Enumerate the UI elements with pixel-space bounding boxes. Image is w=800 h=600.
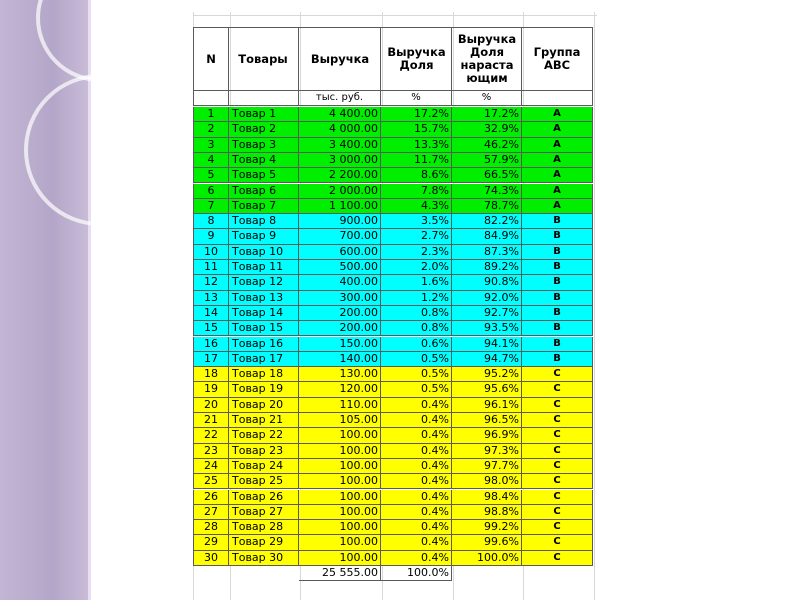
abc-group-value: B	[522, 321, 593, 336]
revenue-value: 2 000.00	[299, 184, 381, 199]
share-value: 2.0%	[381, 260, 452, 275]
share-value: 0.4%	[381, 505, 452, 520]
cumulative-share-value: 98.0%	[452, 474, 522, 489]
row-number: 2	[193, 122, 229, 137]
product-name: Товар 25	[229, 474, 299, 489]
revenue-value: 200.00	[299, 321, 381, 336]
abc-group-value: B	[522, 306, 593, 321]
revenue-value: 130.00	[299, 367, 381, 382]
product-name: Товар 26	[229, 490, 299, 505]
row-number: 7	[193, 199, 229, 214]
abc-group-value: C	[522, 505, 593, 520]
product-name: Товар 2	[229, 122, 299, 137]
cumulative-share-value: 32.9%	[452, 122, 522, 137]
row-number: 26	[193, 490, 229, 505]
units-revenue: тыс. руб.	[299, 91, 381, 106]
share-value: 15.7%	[381, 122, 452, 137]
share-value: 0.6%	[381, 337, 452, 352]
cumulative-share-value: 99.6%	[452, 535, 522, 550]
revenue-value: 100.00	[299, 551, 381, 566]
product-name: Товар 17	[229, 352, 299, 367]
product-name: Товар 24	[229, 459, 299, 474]
product-name: Товар 8	[229, 214, 299, 229]
cumulative-share-value: 95.2%	[452, 367, 522, 382]
cumulative-share-value: 89.2%	[452, 260, 522, 275]
table-row	[193, 275, 593, 290]
units-group	[522, 91, 593, 106]
abc-group-value: A	[522, 138, 593, 153]
abc-group-value: B	[522, 229, 593, 244]
revenue-value: 100.00	[299, 490, 381, 505]
row-number: 23	[193, 444, 229, 459]
abc-group-value: C	[522, 551, 593, 566]
revenue-value: 600.00	[299, 245, 381, 260]
revenue-value: 140.00	[299, 352, 381, 367]
cumulative-share-value: 66.5%	[452, 168, 522, 183]
revenue-value: 200.00	[299, 306, 381, 321]
cumulative-share-value: 96.5%	[452, 413, 522, 428]
cumulative-share-value: 87.3%	[452, 245, 522, 260]
table-row	[193, 229, 593, 244]
table-row	[193, 306, 593, 321]
cumulative-share-value: 74.3%	[452, 184, 522, 199]
row-number: 29	[193, 535, 229, 550]
revenue-value: 2 200.00	[299, 168, 381, 183]
table-row	[193, 260, 593, 275]
product-name: Товар 23	[229, 444, 299, 459]
share-value: 0.5%	[381, 352, 452, 367]
share-value: 0.5%	[381, 367, 452, 382]
header-revenue: Выручка	[299, 27, 381, 91]
units-share: %	[381, 91, 452, 106]
revenue-value: 100.00	[299, 520, 381, 535]
product-name: Товар 27	[229, 505, 299, 520]
cumulative-share-value: 57.9%	[452, 153, 522, 168]
share-value: 2.3%	[381, 245, 452, 260]
abc-group-value: C	[522, 382, 593, 397]
table-units-row	[193, 91, 593, 106]
abc-group-value: B	[522, 275, 593, 290]
product-name: Товар 16	[229, 337, 299, 352]
cumulative-share-value: 78.7%	[452, 199, 522, 214]
share-value: 2.7%	[381, 229, 452, 244]
cumulative-share-value: 17.2%	[452, 107, 522, 122]
share-value: 8.6%	[381, 168, 452, 183]
row-number: 28	[193, 520, 229, 535]
row-number: 6	[193, 184, 229, 199]
row-number: 12	[193, 275, 229, 290]
header-products: Товары	[229, 27, 299, 91]
product-name: Товар 1	[229, 107, 299, 122]
revenue-value: 1 100.00	[299, 199, 381, 214]
product-name: Товар 30	[229, 551, 299, 566]
total-revenue: 25 555.00	[299, 566, 381, 581]
share-value: 0.4%	[381, 474, 452, 489]
abc-group-value: B	[522, 291, 593, 306]
total-empty-name	[229, 566, 299, 581]
units-n	[193, 91, 229, 106]
row-number: 17	[193, 352, 229, 367]
row-number: 18	[193, 367, 229, 382]
row-number: 27	[193, 505, 229, 520]
share-value: 0.4%	[381, 413, 452, 428]
revenue-value: 100.00	[299, 459, 381, 474]
abc-group-value: B	[522, 245, 593, 260]
product-name: Товар 22	[229, 428, 299, 443]
share-value: 1.6%	[381, 275, 452, 290]
cumulative-share-value: 90.8%	[452, 275, 522, 290]
abc-group-value: C	[522, 474, 593, 489]
total-share: 100.0%	[381, 566, 452, 581]
row-number: 22	[193, 428, 229, 443]
abc-group-value: B	[522, 214, 593, 229]
cumulative-share-value: 84.9%	[452, 229, 522, 244]
revenue-value: 100.00	[299, 535, 381, 550]
revenue-value: 3 400.00	[299, 138, 381, 153]
abc-group-value: C	[522, 367, 593, 382]
share-value: 7.8%	[381, 184, 452, 199]
product-name: Товар 15	[229, 321, 299, 336]
row-number: 20	[193, 398, 229, 413]
revenue-value: 100.00	[299, 428, 381, 443]
share-value: 17.2%	[381, 107, 452, 122]
cumulative-share-value: 46.2%	[452, 138, 522, 153]
cumulative-share-value: 100.0%	[452, 551, 522, 566]
cumulative-share-value: 92.0%	[452, 291, 522, 306]
row-number: 4	[193, 153, 229, 168]
product-name: Товар 18	[229, 367, 299, 382]
revenue-value: 400.00	[299, 275, 381, 290]
table-row	[193, 398, 593, 413]
header-n: N	[193, 27, 229, 91]
product-name: Товар 29	[229, 535, 299, 550]
row-number: 24	[193, 459, 229, 474]
revenue-value: 100.00	[299, 505, 381, 520]
revenue-value: 4 400.00	[299, 107, 381, 122]
cumulative-share-value: 82.2%	[452, 214, 522, 229]
row-number: 3	[193, 138, 229, 153]
table-row	[193, 474, 593, 489]
share-value: 0.4%	[381, 551, 452, 566]
share-value: 0.8%	[381, 321, 452, 336]
product-name: Товар 7	[229, 199, 299, 214]
cumulative-share-value: 92.7%	[452, 306, 522, 321]
total-empty-n	[193, 566, 229, 581]
decorative-circles	[0, 0, 200, 260]
row-number: 1	[193, 107, 229, 122]
abc-group-value: A	[522, 184, 593, 199]
revenue-value: 500.00	[299, 260, 381, 275]
table-row	[193, 535, 593, 550]
product-name: Товар 10	[229, 245, 299, 260]
cumulative-share-value: 97.7%	[452, 459, 522, 474]
table-row	[193, 138, 593, 153]
revenue-value: 120.00	[299, 382, 381, 397]
table-row	[193, 122, 593, 137]
abc-group-value: C	[522, 413, 593, 428]
revenue-value: 700.00	[299, 229, 381, 244]
product-name: Товар 20	[229, 398, 299, 413]
row-number: 14	[193, 306, 229, 321]
cumulative-share-value: 96.9%	[452, 428, 522, 443]
product-name: Товар 14	[229, 306, 299, 321]
table-row	[193, 413, 593, 428]
header-abc-group: Группа ABC	[522, 27, 593, 91]
abc-group-value: C	[522, 535, 593, 550]
share-value: 0.4%	[381, 428, 452, 443]
table-row	[193, 520, 593, 535]
row-number: 9	[193, 229, 229, 244]
table-row	[193, 352, 593, 367]
cumulative-share-value: 95.6%	[452, 382, 522, 397]
product-name: Товар 5	[229, 168, 299, 183]
cumulative-share-value: 98.8%	[452, 505, 522, 520]
share-value: 0.4%	[381, 535, 452, 550]
gridline-vertical	[594, 12, 595, 600]
product-name: Товар 12	[229, 275, 299, 290]
share-value: 1.2%	[381, 291, 452, 306]
table-row	[193, 153, 593, 168]
product-name: Товар 28	[229, 520, 299, 535]
table-row	[193, 107, 593, 122]
abc-group-value: C	[522, 444, 593, 459]
share-value: 4.3%	[381, 199, 452, 214]
table-row	[193, 337, 593, 352]
table-row	[193, 505, 593, 520]
row-number: 10	[193, 245, 229, 260]
cumulative-share-value: 96.1%	[452, 398, 522, 413]
abc-group-value: C	[522, 398, 593, 413]
product-name: Товар 13	[229, 291, 299, 306]
share-value: 0.8%	[381, 306, 452, 321]
share-value: 3.5%	[381, 214, 452, 229]
abc-group-value: B	[522, 260, 593, 275]
cumulative-share-value: 93.5%	[452, 321, 522, 336]
table-row	[193, 551, 593, 566]
row-number: 8	[193, 214, 229, 229]
share-value: 0.4%	[381, 459, 452, 474]
product-name: Товар 19	[229, 382, 299, 397]
table-row	[193, 490, 593, 505]
abc-group-value: B	[522, 337, 593, 352]
row-number: 16	[193, 337, 229, 352]
product-name: Товар 9	[229, 229, 299, 244]
product-name: Товар 3	[229, 138, 299, 153]
product-name: Товар 4	[229, 153, 299, 168]
header-cumulative-share: Выручка Доля нараста ющим	[452, 27, 522, 91]
abc-group-value: C	[522, 490, 593, 505]
table-row	[193, 184, 593, 199]
header-revenue-share: Выручка Доля	[381, 27, 452, 91]
abc-group-value: A	[522, 168, 593, 183]
cumulative-share-value: 94.1%	[452, 337, 522, 352]
share-value: 0.4%	[381, 444, 452, 459]
total-row	[193, 566, 593, 581]
row-number: 21	[193, 413, 229, 428]
table-row	[193, 459, 593, 474]
abc-group-value: A	[522, 107, 593, 122]
revenue-value: 105.00	[299, 413, 381, 428]
cumulative-share-value: 99.2%	[452, 520, 522, 535]
revenue-value: 100.00	[299, 474, 381, 489]
table-row	[193, 444, 593, 459]
abc-group-value: C	[522, 459, 593, 474]
revenue-value: 4 000.00	[299, 122, 381, 137]
abc-group-value: A	[522, 199, 593, 214]
table-header-row	[193, 27, 593, 91]
gridline-horizontal	[193, 15, 597, 16]
row-number: 15	[193, 321, 229, 336]
table-row	[193, 367, 593, 382]
revenue-value: 150.00	[299, 337, 381, 352]
cumulative-share-value: 98.4%	[452, 490, 522, 505]
product-name: Товар 6	[229, 184, 299, 199]
abc-group-value: B	[522, 352, 593, 367]
table-row	[193, 199, 593, 214]
row-number: 5	[193, 168, 229, 183]
table-row	[193, 245, 593, 260]
row-number: 11	[193, 260, 229, 275]
revenue-value: 300.00	[299, 291, 381, 306]
abc-group-value: A	[522, 122, 593, 137]
revenue-value: 110.00	[299, 398, 381, 413]
cumulative-share-value: 97.3%	[452, 444, 522, 459]
table-row	[193, 214, 593, 229]
row-number: 13	[193, 291, 229, 306]
table-row	[193, 428, 593, 443]
revenue-value: 100.00	[299, 444, 381, 459]
abc-group-value: C	[522, 520, 593, 535]
abc-table	[193, 27, 593, 581]
cumulative-share-value: 94.7%	[452, 352, 522, 367]
share-value: 0.4%	[381, 398, 452, 413]
table-row	[193, 168, 593, 183]
row-number: 30	[193, 551, 229, 566]
row-number: 25	[193, 474, 229, 489]
revenue-value: 3 000.00	[299, 153, 381, 168]
abc-group-value: A	[522, 153, 593, 168]
table-row	[193, 291, 593, 306]
units-cumulative: %	[452, 91, 522, 106]
table-row	[193, 321, 593, 336]
share-value: 0.5%	[381, 382, 452, 397]
share-value: 0.4%	[381, 490, 452, 505]
row-number: 19	[193, 382, 229, 397]
share-value: 11.7%	[381, 153, 452, 168]
units-products	[229, 91, 299, 106]
product-name: Товар 21	[229, 413, 299, 428]
share-value: 13.3%	[381, 138, 452, 153]
abc-group-value: C	[522, 428, 593, 443]
share-value: 0.4%	[381, 520, 452, 535]
revenue-value: 900.00	[299, 214, 381, 229]
product-name: Товар 11	[229, 260, 299, 275]
table-row	[193, 382, 593, 397]
